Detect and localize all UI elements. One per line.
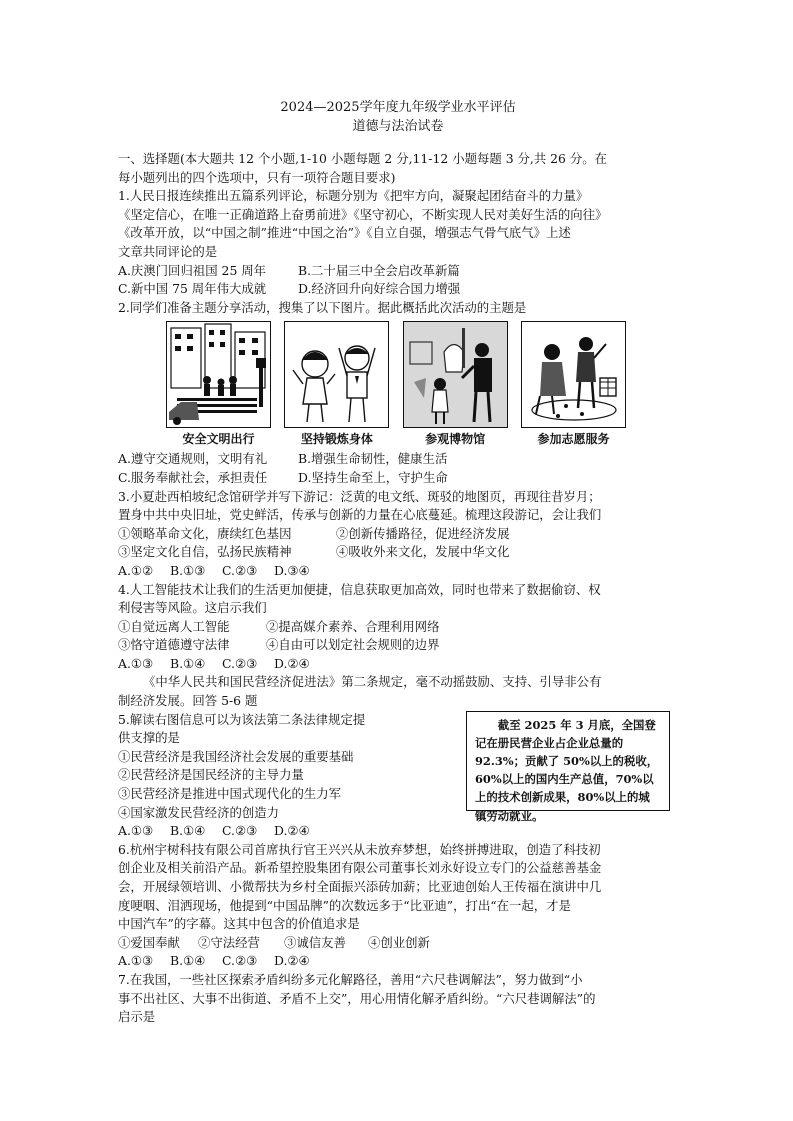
q5-item-1: ①民营经济是我国经济社会发展的重要基础 (118, 748, 354, 764)
q7-stem: 7.在我国，一些社区探索矛盾纠纷多元化解路径，善用“六尺巷调解法”，努力做到“小 (118, 971, 583, 987)
q5-stem: 供支撑的是 (118, 730, 180, 746)
q6-item-3: ③诚信友善 (284, 934, 346, 950)
q6-stem: 创企业及相关前沿产品。新希望控股集团有限公司董事长刘永好设立专门的公益慈善基金 (118, 860, 602, 876)
q3-items-row (118, 525, 678, 544)
q2-option-b: B.增强生命韧性，健康生活 (298, 451, 448, 467)
exam-title: 2024—2025学年度九年级学业水平评估 (280, 100, 516, 115)
q6-option-d: D.②④ (274, 953, 310, 969)
q6-item-2: ②守法经营 (198, 934, 260, 950)
q5-item-3: ③民营经济是推进中国式现代化的生力军 (118, 786, 342, 802)
q2-picture-museum (403, 321, 508, 448)
q6-stem: 度哽咽、泪洒现场，他提到“中国品牌”的次数远多于“比亚迪”，打出“在一起，才是 (118, 897, 571, 913)
q5-item-4: ④国家激发民营经济的创造力 (118, 804, 280, 820)
q5-info-text: 截至 2025 年 3 月底，全国登记在册民营企业占企业总量的 92.3%；贡献了 50%以上的税收，60%以上的国内生产总值，70%以上的技术创新成果，80%以上的城镇劳动就业。 (475, 717, 659, 823)
exam-subtitle: 道德与法治试卷 (352, 119, 444, 134)
q1-option-d: D.经济回升向好综合国力增强 (298, 281, 461, 297)
q2-options-row (118, 469, 678, 488)
q5-option-b: B.①④ (170, 823, 206, 839)
q1-stem: 文章共同评论的是 (118, 243, 218, 259)
q5-6-intro: 《中华人民共和国民营经济促进法》第二条规定，毫不动摇鼓励、支持、引导非公有 (143, 674, 602, 690)
q2-options-row (118, 450, 678, 469)
q2-image-row (166, 321, 626, 448)
q3-items-row (118, 543, 678, 562)
q2-option-c: C.服务奉献社会，承担责任 (118, 469, 268, 485)
q2-caption: 坚持锻炼身体 (300, 432, 373, 447)
q6-stem: 会，开展绿领培训、小微帮扶为乡村全面振兴添砖加薪；比亚迪创始人王传福在演讲中几 (118, 879, 602, 894)
q1-option-a: A.庆澳门回归祖国 25 周年 (118, 262, 267, 278)
q2-option-d: D.坚持生命至上，守护生命 (298, 469, 448, 485)
q3-stem: 置身中共中央旧址，党史鲜活，传承与创新的力量在心底蔓延。梳理这段游记，会让我们 (118, 507, 602, 523)
q2-picture-volunteer (521, 321, 626, 448)
q4-option-d: D.②④ (274, 655, 310, 671)
q4-items-row (118, 618, 678, 637)
q6-stem: 6.杭州宇树科技有限公司首席执行官王兴兴从未放弃梦想，始终拼搏进取，创造了科技初 (118, 841, 601, 857)
q4-items-row (118, 636, 678, 655)
q3-item-1: ①领略革命文化，赓续红色基因 (118, 525, 292, 541)
museum-illustration (403, 321, 508, 428)
q1-options-row (118, 262, 678, 281)
q7-stem: 事不出社区、大事不出街道、矛盾不上交”，用心用情化解矛盾纠纷。“六尺巷调解法”的 (118, 990, 596, 1006)
volunteer-illustration (521, 321, 626, 428)
q5-option-d: D.②④ (274, 823, 310, 839)
q6-option-c: C.②③ (222, 953, 258, 969)
q3-stem: 3.小夏赴西柏坡纪念馆研学并写下游记：泛黄的电文纸、斑驳的地图页，再现往昔岁月； (118, 488, 601, 504)
q6-option-a: A.①③ (118, 953, 154, 969)
q4-item-4: ④自由可以划定社会规则的边界 (266, 637, 440, 653)
q3-option-a: A.①② (118, 562, 154, 578)
q1-stem: 《改革开放，以“中国之制”推进“中国之治”》《自立自强，增强志气骨气底气》上述 (118, 225, 571, 241)
section-intro: 每小题列出的四个选项中，只有一项符合题目要求) (118, 169, 396, 185)
q3-option-c: C.②③ (222, 562, 258, 578)
q4-item-2: ②提高媒介素养、合理利用网络 (266, 618, 440, 634)
q7-stem: 启示是 (118, 1009, 156, 1025)
q4-stem: 利侵害等风险。这启示我们 (118, 600, 267, 616)
q4-item-3: ③恪守道德遵守法律 (118, 637, 230, 653)
q2-option-a: A.遵守交通规则，文明有礼 (118, 451, 268, 467)
exam-page (118, 98, 678, 1027)
exercise-illustration (284, 321, 389, 428)
q5-block (118, 711, 678, 841)
q1-stem: 1.人民日报连续推出五篇系列评论，标题分别为《把牢方向，凝聚起团结奋斗的力量》 (118, 188, 589, 204)
q6-item-1: ①爱国奉献 (118, 934, 180, 950)
q5-info-box (466, 711, 670, 823)
q5-stem: 5.解读右图信息可以为该法第二条法律规定提 (118, 711, 366, 727)
q5-options-row (118, 822, 678, 841)
q2-caption: 参观博物馆 (425, 432, 486, 447)
q2-picture-traffic (166, 321, 271, 448)
q4-option-b: B.①④ (170, 655, 206, 671)
q3-option-d: D.③④ (274, 562, 310, 578)
q5-item-2: ②民营经济是国民经济的主导力量 (118, 767, 304, 783)
q6-option-b: B.①④ (170, 953, 206, 969)
section-intro: 一、选择题(本大题共 12 个小题,1-10 小题每题 2 分,11-12 小题每题 3 分,共 26 分。在 (118, 151, 608, 166)
q2-caption: 参加志愿服务 (537, 432, 610, 447)
q5-6-intro: 制经济发展。回答 5-6 题 (118, 693, 258, 709)
q3-item-2: ②创新传播路径，促进经济发展 (336, 525, 510, 541)
q1-option-c: C.新中国 75 周年伟大成就 (118, 281, 267, 297)
q1-stem: 《坚定信心，在唯一正确道路上奋勇前进》《坚守初心，不断实现人民对美好生活的向往》 (118, 206, 608, 222)
q6-item-4: ④创业创新 (368, 934, 430, 950)
q5-option-c: C.②③ (222, 823, 258, 839)
q4-stem: 4.人工智能技术让我们的生活更加便捷，信息获取更加高效，同时也带来了数据偷窃、权 (118, 581, 601, 597)
q4-options-row (118, 655, 678, 674)
q2-stem: 2.同学们准备主题分享活动，搜集了以下图片。据此概括此次活动的主题是 (118, 299, 527, 315)
q6-stem: 中国汽车”的字幕。这其中包含的价值追求是 (118, 916, 360, 932)
q1-options-row (118, 280, 678, 299)
q6-items-row (118, 934, 678, 953)
q5-option-a: A.①③ (118, 823, 154, 839)
traffic-illustration (166, 321, 271, 428)
q6-options-row (118, 952, 678, 971)
q2-caption: 安全文明出行 (182, 432, 255, 447)
q3-item-3: ③坚定文化自信，弘扬民族精神 (118, 544, 292, 560)
q4-option-a: A.①③ (118, 655, 154, 671)
q4-option-c: C.②③ (222, 655, 258, 671)
q3-options-row (118, 562, 678, 581)
q1-option-b: B.二十届三中全会启改革新篇 (298, 262, 460, 278)
q3-option-b: B.①③ (170, 562, 206, 578)
q3-item-4: ④吸收外来文化，发展中华文化 (336, 544, 510, 560)
q4-item-1: ①自觉远离人工智能 (118, 618, 230, 634)
q2-picture-exercise (284, 321, 389, 448)
